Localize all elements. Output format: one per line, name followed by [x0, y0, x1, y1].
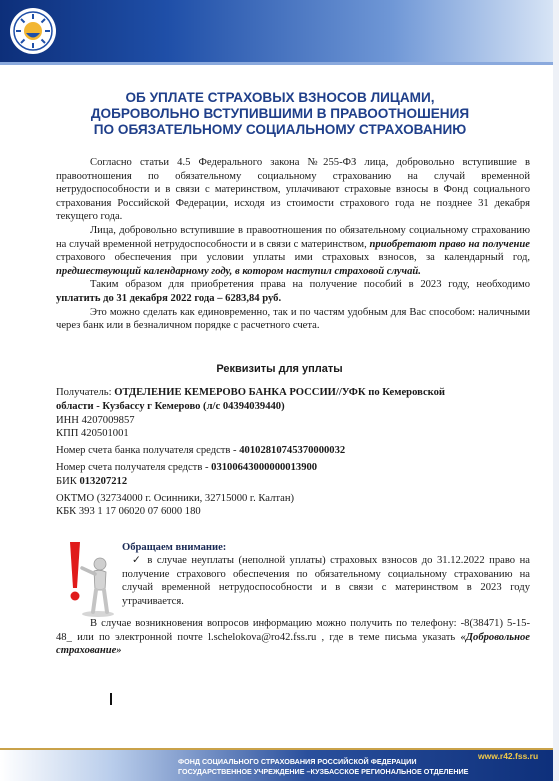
kbk: КБК 393 1 17 06020 07 6000 180: [56, 506, 201, 518]
title-line: ОБ УПЛАТЕ СТРАХОВЫХ ВЗНОСОВ ЛИЦАМИ,: [125, 90, 435, 105]
kpp: КПП 420501001: [56, 428, 129, 440]
recipient-label: Получатель:: [56, 387, 115, 398]
paragraph-amount: [56, 278, 530, 305]
fss-emblem-icon: [8, 6, 58, 56]
exclamation-figure-icon: [60, 538, 120, 618]
page-edge: [553, 0, 559, 781]
text-span: Лица, добровольно вступившие в правоотношения по обязательному социальному страхованию на случай временной нетрудоспособности и в связи с материнством,: [56, 224, 530, 250]
bik-number: 013207212: [79, 475, 128, 487]
intro-paragraphs: [56, 156, 530, 333]
title-line: ДОБРОВОЛЬНО ВСТУПИВШИМИ В ПРАВООТНОШЕНИЯ: [90, 106, 470, 121]
attention-text: [122, 554, 530, 608]
attention-body: в случае неуплаты (неполной уплаты) страховых взносов до 31.12.2022 право на получение страхового обеспечения по обязательному социальному страхованию на случай временной нетрудоспособности и в связи с материнством в 2023 году утрачивается.: [122, 555, 530, 607]
recipient-line-2: области - Кузбассу г Кемерово (л/с 04394039440): [56, 400, 285, 412]
contact-block: [56, 617, 530, 658]
bik: [56, 475, 530, 489]
text-cursor: [110, 693, 112, 705]
footer-url[interactable]: www.r42.fss.ru: [478, 751, 539, 761]
footer-line: ФОНД СОЦИАЛЬНОГО СТРАХОВАНИЯ РОССИЙСКОЙ ФЕДЕРАЦИИ: [178, 757, 417, 766]
email-subject-text: «Добровольное страхование»: [56, 631, 530, 657]
header-banner: [0, 0, 559, 62]
emphasis-text: приобретают право на получение: [369, 238, 530, 250]
recipient-name: ОТДЕЛЕНИЕ КЕМЕРОВО БАНКА РОССИИ//УФК по Кемеровской: [114, 387, 446, 398]
paragraph-law: Согласно статьи 4.5 Федерального закона №255-ФЗ лица, добровольно вступившие в правоотношения по обязательному социальному страхованию на случай временной нетрудоспособности и в связи с материнством, уплачивают страховые взносы в Фонд социального страхования Российской Федерации, исходя из стоимости страхового года не позднее 31 декабря текущего года.: [56, 157, 530, 223]
emphasis-text: предшествующий календарному году, в котором наступил страховой случай.: [56, 265, 421, 277]
contact-paragraph: [56, 617, 530, 658]
contact-text: В случае возникновения вопросов информацию можно получить по телефону: -8(38471) 5-15-48_ или по электронной почте l.schelokova@ro42.fss.ru , где в теме письма указать: [56, 618, 530, 643]
header-divider: [0, 62, 559, 65]
requisites-block: [56, 386, 530, 519]
bank-account-label: Номер счета банка получателя средств -: [56, 445, 240, 457]
recipient-line: [56, 386, 530, 400]
recipient-account-label: Номер счета получателя средств -: [56, 461, 212, 473]
title-line: ПО ОБЯЗАТЕЛЬНОМУ СОЦИАЛЬНОМУ СТРАХОВАНИЮ: [93, 122, 467, 137]
attention-heading: Обращаем внимание:: [122, 542, 227, 553]
footer-org: [178, 757, 468, 776]
attention-block: [122, 541, 530, 608]
bank-account-number: 40102810745370000032: [239, 445, 346, 457]
recipient-account-number: 03100643000000013900: [211, 461, 318, 473]
text-span: Таким образом для приобретения права на получение пособий в 2023 году, необходимо: [90, 279, 530, 291]
oktmo: ОКТМО (32734000 г. Осинники, 32715000 г. Калтан): [56, 492, 295, 504]
requisites-heading: Реквизиты для уплаты: [216, 363, 343, 375]
bank-account: [56, 444, 530, 458]
text-span: страхового обеспечения при условии уплаты ими страховых взносов, за календарный год,: [56, 252, 530, 264]
paragraph-rights: [56, 224, 530, 278]
inn: ИНН 4207009857: [56, 414, 135, 426]
check-icon: ✓: [132, 555, 143, 567]
recipient-account: [56, 461, 530, 475]
bik-label: БИК: [56, 475, 80, 487]
page-title: [40, 90, 520, 138]
footer-line: ГОСУДАРСТВЕННОЕ УЧРЕЖДЕНИЕ –КУЗБАССКОЕ РЕГИОНАЛЬНОЕ ОТДЕЛЕНИЕ: [178, 766, 469, 776]
paragraph-payment-method: Это можно сделать как единовременно, так и по частям удобным для Вас способом: наличными через банк или в безналичном порядке с расчетного счета.: [56, 306, 530, 332]
amount-text: уплатить до 31 декабря 2022 года – 6283,84 руб.: [56, 292, 282, 304]
